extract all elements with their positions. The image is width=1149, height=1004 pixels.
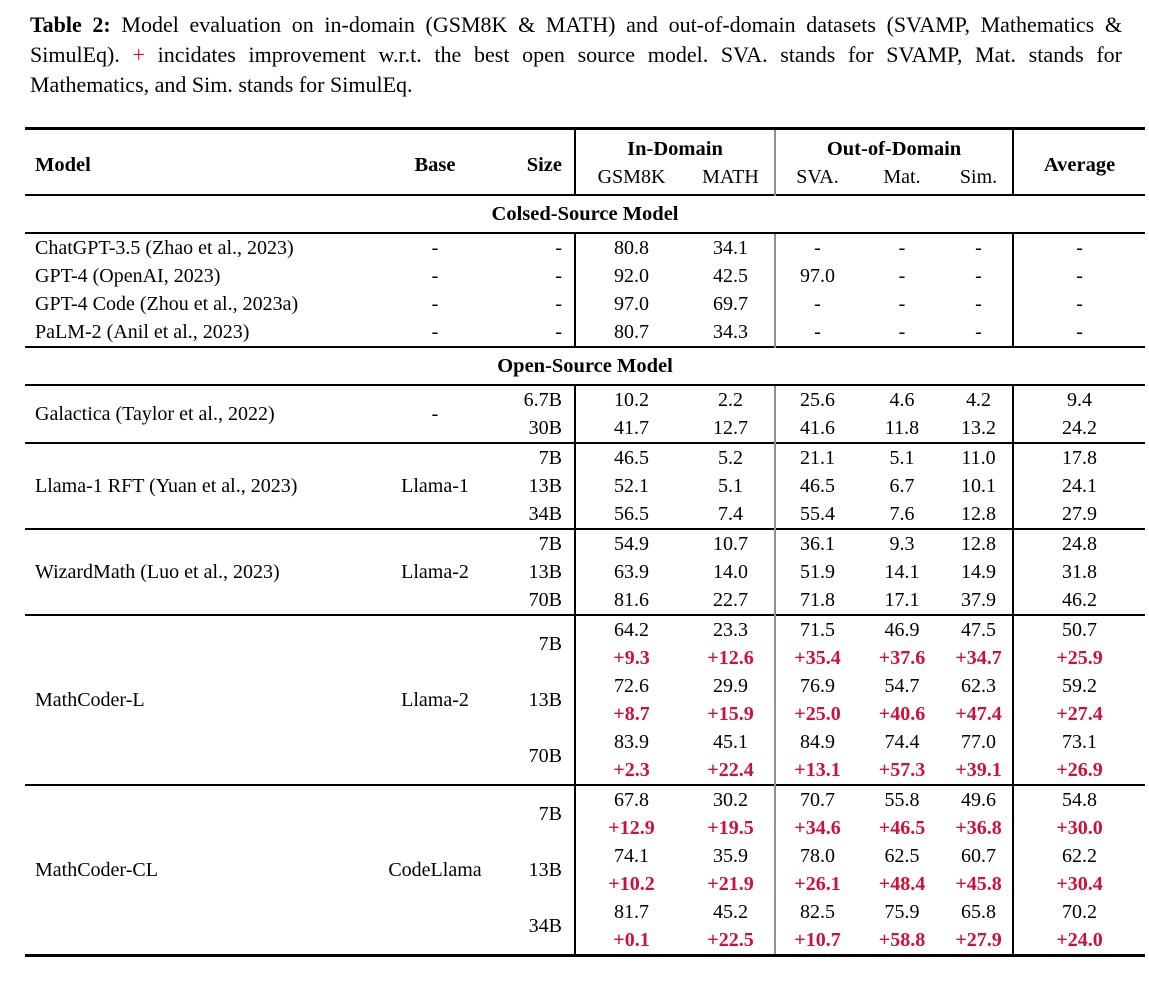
score-cell: 74.1	[575, 842, 687, 870]
delta-cell: +8.7	[575, 700, 687, 728]
score-cell: 2.2	[687, 385, 775, 414]
header-base: Base	[414, 153, 456, 176]
score-row	[25, 233, 1145, 262]
score-cell: 12.8	[945, 529, 1013, 558]
score-cell: 45.2	[713, 901, 748, 923]
score-cell: -	[898, 293, 906, 315]
score-cell: 35.9	[713, 845, 748, 867]
delta-cell: +22.4	[707, 759, 754, 781]
model-size-cell: 6.7B	[495, 385, 575, 414]
score-cell: 24.1	[1013, 472, 1145, 500]
score-cell: 10.1	[961, 475, 997, 497]
delta-cell: +34.7	[955, 647, 1002, 669]
score-cell: 46.9	[859, 615, 945, 644]
score-row	[25, 615, 1145, 644]
results-table-body	[25, 195, 1145, 956]
score-cell: 63.9	[575, 558, 687, 586]
score-cell: 62.3	[961, 675, 997, 697]
score-cell: 80.8	[575, 233, 687, 262]
score-cell: 64.2	[575, 615, 687, 644]
score-cell: 9.4	[1013, 385, 1145, 414]
score-cell: 73.1	[1013, 728, 1145, 756]
score-cell: 11.8	[884, 417, 920, 439]
score-cell: 14.9	[961, 561, 997, 583]
score-cell: 36.1	[775, 529, 859, 558]
score-cell: 5.1	[718, 475, 743, 497]
delta-cell: +48.4	[878, 873, 926, 895]
delta-cell: +35.4	[775, 644, 859, 672]
model-size-cell: 7B	[495, 615, 575, 672]
model-size-cell: 13B	[528, 689, 562, 711]
score-cell: 4.2	[945, 385, 1013, 414]
score-cell: 81.7	[575, 898, 687, 926]
score-cell: 29.9	[713, 675, 748, 697]
score-cell: -	[1013, 318, 1145, 347]
score-cell: 13.2	[961, 417, 997, 439]
model-size-cell: 7B	[495, 529, 575, 558]
delta-cell: +47.4	[955, 703, 1002, 725]
base-model-cell: -	[431, 321, 439, 343]
score-cell: 82.5	[775, 898, 859, 926]
score-cell: -	[898, 237, 906, 259]
score-cell: 62.5	[884, 845, 920, 867]
header-average: Average	[1013, 129, 1145, 196]
score-cell: 56.5	[575, 500, 687, 529]
score-cell: 71.5	[775, 615, 859, 644]
model-size-cell: 13B	[528, 475, 562, 497]
delta-cell: +58.8	[878, 929, 926, 951]
delta-cell: +13.1	[775, 756, 859, 785]
score-cell: 65.8	[961, 901, 997, 923]
plus-sign: +	[132, 42, 145, 67]
score-cell: 17.1	[884, 589, 920, 611]
score-cell: 84.9	[775, 728, 859, 756]
header-sim: Sim.	[959, 166, 998, 188]
model-size-cell: 7B	[495, 443, 575, 472]
score-cell: 23.3	[687, 615, 775, 644]
score-cell: 77.0	[961, 731, 997, 753]
score-cell: 83.9	[575, 728, 687, 756]
model-size-cell: 70B	[528, 589, 562, 611]
score-cell: 62.2	[1013, 842, 1145, 870]
model-name-cell: WizardMath (Luo et al., 2023)	[25, 529, 375, 615]
model-size-cell: 13B	[528, 859, 562, 881]
score-cell: 55.8	[859, 785, 945, 814]
delta-cell: +21.9	[707, 873, 754, 895]
score-cell: 14.0	[713, 561, 748, 583]
model-size-cell: -	[555, 321, 562, 343]
model-size-cell: -	[555, 237, 562, 259]
score-cell: -	[775, 290, 859, 318]
score-cell: 31.8	[1013, 558, 1145, 586]
score-cell: 49.6	[945, 785, 1013, 814]
score-cell: 92.0	[575, 262, 687, 290]
delta-cell: +30.4	[1013, 870, 1145, 898]
table-caption	[30, 10, 1122, 100]
delta-cell: +24.0	[1013, 926, 1145, 956]
score-cell: 11.0	[945, 443, 1013, 472]
score-cell: 45.1	[713, 731, 748, 753]
header-mat: Mat.	[883, 166, 921, 188]
model-size-cell: 34B	[528, 915, 562, 937]
score-cell: -	[1013, 290, 1145, 318]
results-table	[25, 127, 1145, 957]
score-cell: 67.8	[575, 785, 687, 814]
score-cell: 30.2	[687, 785, 775, 814]
delta-cell: +22.5	[707, 929, 754, 951]
delta-cell: +40.6	[878, 703, 926, 725]
score-cell: -	[975, 293, 982, 315]
delta-cell: +25.9	[1013, 644, 1145, 672]
caption-text-1: Model evaluation on in-domain (GSM8K & MATH) and out-of-domain datasets (SVAMP, Mathematics & SimulEq).	[30, 12, 1123, 67]
score-cell: 21.1	[775, 443, 859, 472]
score-cell: 10.2	[575, 385, 687, 414]
score-cell: 42.5	[713, 265, 748, 287]
score-cell: 59.2	[1013, 672, 1145, 700]
delta-cell: +12.9	[575, 814, 687, 842]
header-gsm8k: GSM8K	[575, 163, 687, 195]
score-cell: 46.5	[775, 472, 859, 500]
score-cell: -	[975, 321, 982, 343]
score-cell: 70.7	[775, 785, 859, 814]
base-model-cell: Llama-1	[375, 443, 495, 529]
delta-cell: +30.0	[1013, 814, 1145, 842]
score-cell: 34.3	[713, 321, 748, 343]
delta-cell: +27.9	[955, 929, 1002, 951]
model-size-cell: 34B	[528, 503, 562, 525]
score-cell: 97.0	[775, 262, 859, 290]
base-model-cell: Llama-2	[375, 615, 495, 785]
score-cell: 81.6	[575, 586, 687, 615]
score-cell: 14.1	[884, 561, 920, 583]
score-cell: 51.9	[775, 558, 859, 586]
header-in-domain: In-Domain	[575, 129, 775, 164]
score-cell: 76.9	[775, 672, 859, 700]
header-size: Size	[526, 153, 562, 176]
score-row	[25, 262, 1145, 290]
score-cell: 5.2	[687, 443, 775, 472]
delta-cell: +15.9	[707, 703, 754, 725]
delta-cell: +46.5	[878, 817, 926, 839]
delta-cell: +39.1	[955, 759, 1002, 781]
delta-cell: +27.4	[1013, 700, 1145, 728]
delta-cell: +19.5	[707, 817, 754, 839]
score-cell: 70.2	[1013, 898, 1145, 926]
score-cell: 78.0	[775, 842, 859, 870]
score-cell: -	[775, 318, 859, 347]
delta-cell: +9.3	[575, 644, 687, 672]
score-cell: 41.7	[575, 414, 687, 443]
score-cell: 12.7	[713, 417, 748, 439]
delta-cell: +26.9	[1013, 756, 1145, 785]
model-name-cell: GPT-4 Code (Zhou et al., 2023a)	[35, 293, 299, 315]
score-cell: 27.9	[1013, 500, 1145, 529]
score-cell: 9.3	[859, 529, 945, 558]
delta-cell: +2.3	[575, 756, 687, 785]
model-name-cell: MathCoder-L	[25, 615, 375, 785]
model-size-cell: 7B	[495, 785, 575, 842]
section-title: Open-Source Model	[25, 347, 1145, 385]
score-cell: -	[1013, 233, 1145, 262]
section-title: Colsed-Source Model	[25, 195, 1145, 233]
score-cell: 50.7	[1013, 615, 1145, 644]
model-name-cell: MathCoder-CL	[25, 785, 375, 956]
score-row	[25, 529, 1145, 558]
score-cell: 46.5	[575, 443, 687, 472]
model-size-cell: -	[555, 293, 562, 315]
score-cell: 75.9	[884, 901, 920, 923]
delta-cell: +26.1	[775, 870, 859, 898]
score-cell: 72.6	[575, 672, 687, 700]
score-row	[25, 290, 1145, 318]
score-cell: 17.8	[1013, 443, 1145, 472]
score-cell: 4.6	[859, 385, 945, 414]
score-cell: 47.5	[945, 615, 1013, 644]
base-model-cell: -	[431, 293, 439, 315]
model-name-cell: PaLM-2 (Anil et al., 2023)	[35, 321, 250, 343]
score-cell: 52.1	[575, 472, 687, 500]
delta-cell: +25.0	[775, 700, 859, 728]
caption-text-2: incidates improvement w.r.t. the best open source model. SVA. stands for SVAMP, Mat. stands for Mathematics, and Sim. stands for SimulEq.	[30, 42, 1123, 97]
score-cell: 37.9	[961, 589, 997, 611]
score-cell: -	[1013, 262, 1145, 290]
score-cell: 54.9	[575, 529, 687, 558]
score-cell: 54.7	[884, 675, 920, 697]
score-cell: 10.7	[687, 529, 775, 558]
delta-cell: +10.7	[775, 926, 859, 956]
score-cell: 71.8	[775, 586, 859, 615]
score-cell: 25.6	[775, 385, 859, 414]
model-name-cell: Llama-1 RFT (Yuan et al., 2023)	[25, 443, 375, 529]
delta-cell: +0.1	[575, 926, 687, 956]
header-sva: SVA.	[775, 163, 859, 195]
score-cell: 97.0	[575, 290, 687, 318]
score-cell: -	[898, 321, 906, 343]
section-header-row	[25, 195, 1145, 233]
model-name-cell: Galactica (Taylor et al., 2022)	[25, 385, 375, 443]
score-row	[25, 318, 1145, 347]
score-cell: 24.8	[1013, 529, 1145, 558]
base-model-cell: -	[431, 237, 439, 259]
score-cell: 24.2	[1013, 414, 1145, 443]
score-cell: -	[975, 265, 982, 287]
model-size-cell: 70B	[528, 745, 562, 767]
table-header	[25, 129, 1145, 196]
delta-cell: +12.6	[707, 647, 754, 669]
base-model-cell: Llama-2	[375, 529, 495, 615]
header-model: Model	[35, 153, 91, 176]
base-model-cell: -	[431, 265, 439, 287]
model-name-cell: ChatGPT-3.5 (Zhao et al., 2023)	[35, 237, 294, 259]
model-size-cell: 30B	[528, 417, 562, 439]
score-cell: 41.6	[775, 414, 859, 443]
base-model-cell: CodeLlama	[375, 785, 495, 956]
score-cell: 80.7	[575, 318, 687, 347]
score-cell: 6.7	[889, 475, 915, 497]
delta-cell: +34.6	[775, 814, 859, 842]
score-row	[25, 785, 1145, 814]
model-size-cell: -	[555, 265, 562, 287]
score-cell: 7.4	[718, 503, 743, 525]
score-cell: 5.1	[859, 443, 945, 472]
delta-cell: +36.8	[955, 817, 1002, 839]
model-name-cell: GPT-4 (OpenAI, 2023)	[35, 265, 221, 287]
delta-cell: +37.6	[878, 647, 926, 669]
section-header-row	[25, 347, 1145, 385]
header-out-of-domain: Out-of-Domain	[775, 129, 1013, 164]
score-cell: 7.6	[889, 503, 915, 525]
score-cell: -	[898, 265, 906, 287]
delta-cell: +10.2	[575, 870, 687, 898]
header-math: MATH	[702, 166, 759, 188]
score-cell: 74.4	[884, 731, 920, 753]
score-cell: -	[775, 233, 859, 262]
score-row	[25, 385, 1145, 414]
score-cell: -	[975, 237, 982, 259]
header-row-main	[25, 129, 1145, 164]
caption-label: Table 2:	[30, 12, 111, 37]
score-cell: 34.1	[713, 237, 748, 259]
score-cell: 55.4	[775, 500, 859, 529]
delta-cell: +57.3	[878, 759, 926, 781]
model-size-cell: 13B	[528, 561, 562, 583]
score-cell: 22.7	[713, 589, 748, 611]
score-cell: 12.8	[961, 503, 997, 525]
score-cell: 60.7	[961, 845, 997, 867]
score-row	[25, 443, 1145, 472]
base-model-cell: -	[375, 385, 495, 443]
score-cell: 54.8	[1013, 785, 1145, 814]
delta-cell: +45.8	[955, 873, 1002, 895]
score-cell: 69.7	[713, 293, 748, 315]
score-cell: 46.2	[1013, 586, 1145, 615]
